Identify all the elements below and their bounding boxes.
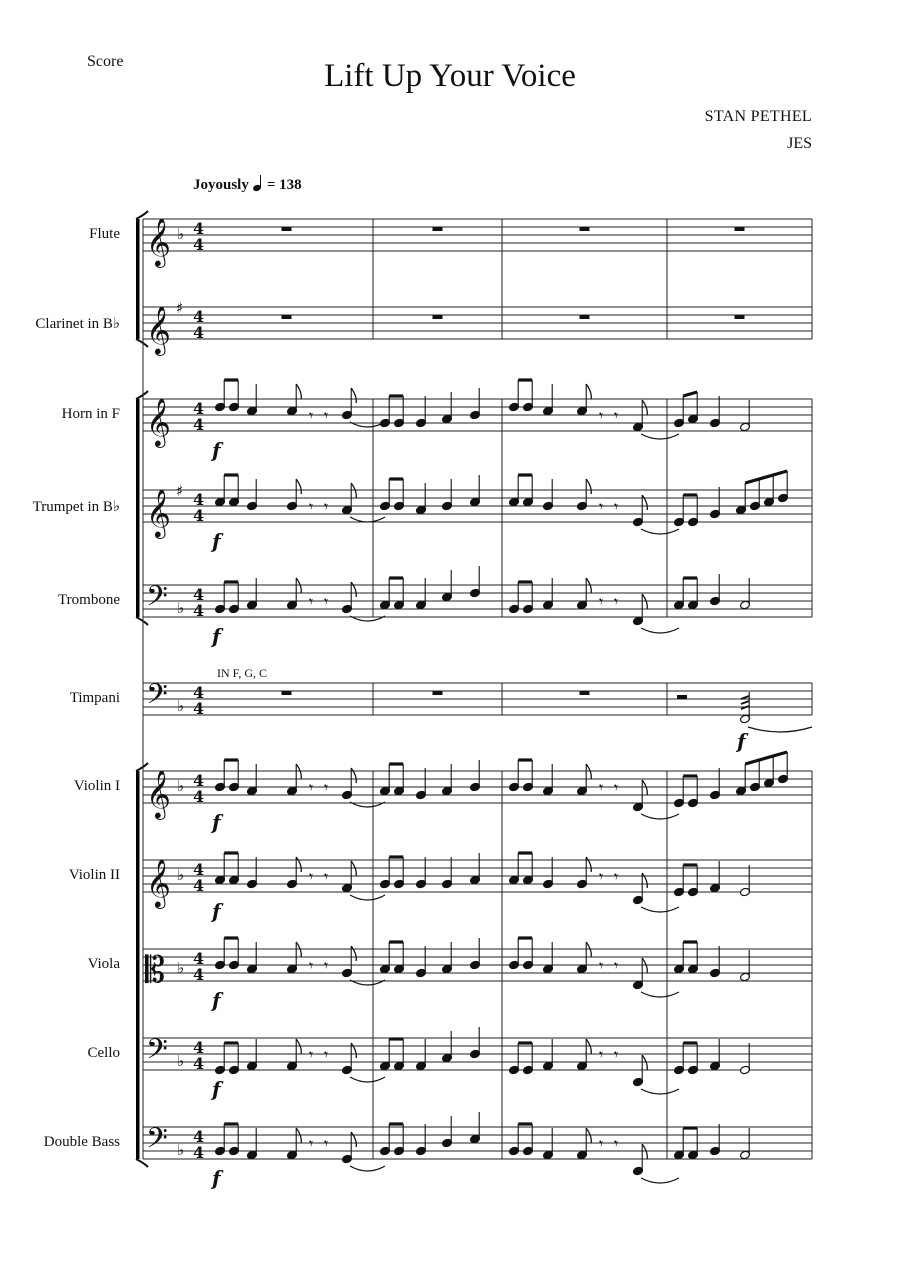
- note-flag: [586, 764, 591, 779]
- eighth-rest-icon: 𝄾: [614, 867, 619, 886]
- eighth-rest-icon: 𝄾: [309, 592, 314, 611]
- flat-icon: ♭: [177, 866, 185, 884]
- bass-clef-icon: 𝄢: [146, 580, 168, 620]
- time-signature-top: 4: [193, 949, 205, 968]
- flat-icon: ♭: [177, 959, 185, 977]
- eighth-rest-icon: 𝄾: [309, 956, 314, 975]
- note-flag: [642, 780, 647, 795]
- beam: [745, 471, 787, 483]
- staff-timpani: [143, 683, 812, 715]
- eighth-rest-icon: 𝄾: [324, 592, 329, 611]
- note-flag: [586, 479, 591, 494]
- eighth-rest-icon: 𝄾: [324, 867, 329, 886]
- note-flag: [296, 942, 301, 957]
- tempo-text: Joyously: [193, 177, 249, 193]
- eighth-rest-icon: 𝄾: [324, 1045, 329, 1064]
- time-signature-bottom: 4: [193, 235, 205, 254]
- time-signature-top: 4: [193, 771, 205, 790]
- time-signature-bottom: 4: [193, 1143, 205, 1162]
- note-flag: [642, 594, 647, 609]
- whole-rest-icon: [433, 691, 443, 695]
- eighth-rest-icon: 𝄾: [324, 1134, 329, 1153]
- eighth-rest-icon: 𝄾: [614, 1134, 619, 1153]
- eighth-rest-icon: 𝄾: [309, 497, 314, 516]
- note-flag: [351, 946, 356, 961]
- eighth-rest-icon: 𝄾: [614, 592, 619, 611]
- note-flag: [351, 1132, 356, 1147]
- treble-clef-icon: 𝄞: [146, 305, 171, 354]
- time-signature-bottom: 4: [193, 601, 205, 620]
- flat-icon: ♭: [177, 777, 185, 795]
- note-flag: [586, 578, 591, 593]
- tie: [641, 907, 679, 912]
- whole-rest-icon: [282, 691, 292, 695]
- instrument-label: Violin II: [68, 867, 120, 883]
- tie: [748, 727, 812, 732]
- brass-bracket: [136, 399, 140, 617]
- tie: [641, 992, 679, 997]
- sharp-icon: ♯: [176, 299, 184, 317]
- arranger-credit: JES: [787, 135, 812, 152]
- instrument-label: Horn in F: [61, 406, 120, 422]
- time-signature-bottom: 4: [193, 1054, 205, 1073]
- timpani-tuning-annotation: IN F, G, C: [217, 666, 268, 680]
- time-signature-bottom: 4: [193, 699, 205, 718]
- eighth-rest-icon: 𝄾: [324, 956, 329, 975]
- eighth-rest-icon: 𝄾: [309, 406, 314, 425]
- dynamic-forte: f: [212, 529, 221, 553]
- time-signature-top: 4: [193, 683, 205, 702]
- time-signature-top: 4: [193, 307, 205, 326]
- note-flag: [642, 495, 647, 510]
- dynamic-forte: f: [212, 810, 221, 834]
- page-title: Lift Up Your Voice: [324, 58, 576, 94]
- woodwind-bracket: [136, 219, 140, 339]
- note-flag: [296, 578, 301, 593]
- tempo-bpm: = 138: [266, 177, 302, 193]
- tremolo-mark: [741, 701, 749, 704]
- time-signature-top: 4: [193, 219, 205, 238]
- note-flag: [642, 400, 647, 415]
- whole-rest-icon: [580, 315, 590, 319]
- note-flag: [642, 873, 647, 888]
- note-flag: [586, 857, 591, 872]
- eighth-rest-icon: 𝄾: [599, 778, 604, 797]
- instrument-label: Clarinet in B♭: [35, 316, 120, 332]
- flat-icon: ♭: [177, 1052, 185, 1070]
- note-flag: [351, 768, 356, 783]
- eighth-rest-icon: 𝄾: [599, 497, 604, 516]
- eighth-rest-icon: 𝄾: [324, 778, 329, 797]
- tie: [350, 517, 385, 522]
- time-signature-top: 4: [193, 1038, 205, 1057]
- beam: [683, 392, 697, 396]
- time-signature-top: 4: [193, 1127, 205, 1146]
- whole-rest-icon: [735, 315, 745, 319]
- time-signature-top: 4: [193, 860, 205, 879]
- note-flag: [296, 857, 301, 872]
- whole-rest-icon: [282, 315, 292, 319]
- staff-flute: [143, 219, 812, 251]
- bass-clef-icon: 𝄢: [146, 1122, 168, 1162]
- tie: [350, 1077, 385, 1082]
- dynamic-forte: f: [212, 988, 221, 1012]
- bass-clef-icon: 𝄢: [146, 678, 168, 718]
- eighth-rest-icon: 𝄾: [614, 778, 619, 797]
- staff-clarinet-in-b-: [143, 307, 812, 339]
- eighth-rest-icon: 𝄾: [599, 956, 604, 975]
- note-flag: [296, 384, 301, 399]
- beam: [745, 752, 787, 764]
- tie: [641, 1178, 679, 1183]
- tie: [641, 529, 679, 534]
- score-label: Score: [87, 53, 124, 70]
- treble-clef-icon: 𝄞: [146, 769, 171, 818]
- eighth-rest-icon: 𝄾: [324, 406, 329, 425]
- instrument-label: Trombone: [58, 592, 120, 608]
- eighth-rest-icon: 𝄾: [324, 497, 329, 516]
- note-flag: [586, 1128, 591, 1143]
- eighth-rest-icon: 𝄾: [599, 1134, 604, 1153]
- flat-icon: ♭: [177, 697, 185, 715]
- tie: [641, 1089, 679, 1094]
- flat-icon: ♭: [177, 599, 185, 617]
- eighth-rest-icon: 𝄾: [309, 867, 314, 886]
- dynamic-forte: f: [212, 624, 221, 648]
- half-rest-icon: [677, 695, 687, 699]
- bass-clef-icon: 𝄢: [146, 1033, 168, 1073]
- instrument-label: Viola: [87, 956, 120, 972]
- whole-rest-icon: [282, 227, 292, 231]
- note-flag: [351, 861, 356, 876]
- whole-rest-icon: [580, 227, 590, 231]
- eighth-rest-icon: 𝄾: [614, 1045, 619, 1064]
- eighth-rest-icon: 𝄾: [599, 406, 604, 425]
- eighth-rest-icon: 𝄾: [599, 867, 604, 886]
- dynamic-forte: f: [212, 899, 221, 923]
- eighth-rest-icon: 𝄾: [614, 406, 619, 425]
- time-signature-top: 4: [193, 585, 205, 604]
- treble-clef-icon: 𝄞: [146, 488, 171, 537]
- composer-credit: STAN PETHEL: [704, 108, 812, 125]
- note-flag: [296, 764, 301, 779]
- time-signature-bottom: 4: [193, 415, 205, 434]
- eighth-rest-icon: 𝄾: [614, 956, 619, 975]
- note-flag: [586, 1039, 591, 1054]
- instrument-label: Flute: [89, 226, 120, 242]
- whole-rest-icon: [580, 691, 590, 695]
- time-signature-bottom: 4: [193, 506, 205, 525]
- note-flag: [296, 479, 301, 494]
- strings-bracket: [136, 771, 140, 1159]
- instrument-label: Violin I: [73, 778, 120, 794]
- whole-rest-icon: [735, 227, 745, 231]
- note-flag: [296, 1039, 301, 1054]
- whole-rest-icon: [433, 227, 443, 231]
- dynamic-forte: f: [212, 1077, 221, 1101]
- eighth-rest-icon: 𝄾: [309, 1045, 314, 1064]
- eighth-rest-icon: 𝄾: [309, 778, 314, 797]
- alto-clef-icon: 𝄡: [145, 950, 166, 991]
- instrument-label: Trumpet in B♭: [32, 499, 120, 515]
- tie: [350, 895, 385, 900]
- tremolo-mark: [741, 706, 749, 709]
- note-flag: [296, 1128, 301, 1143]
- note-flag: [586, 942, 591, 957]
- sharp-icon: ♯: [176, 482, 184, 500]
- treble-clef-icon: 𝄞: [146, 217, 171, 266]
- time-signature-bottom: 4: [193, 787, 205, 806]
- whole-rest-icon: [433, 315, 443, 319]
- note-flag: [642, 1144, 647, 1159]
- note-flag: [586, 384, 591, 399]
- time-signature-bottom: 4: [193, 876, 205, 895]
- note-flag: [351, 1043, 356, 1058]
- eighth-rest-icon: 𝄾: [599, 592, 604, 611]
- dynamic-forte: f: [737, 729, 746, 753]
- treble-clef-icon: 𝄞: [146, 858, 171, 907]
- treble-clef-icon: 𝄞: [146, 397, 171, 446]
- note-flag: [351, 483, 356, 498]
- flat-icon: ♭: [177, 225, 185, 243]
- time-signature-bottom: 4: [193, 323, 205, 342]
- note-flag: [642, 1055, 647, 1070]
- note-flag: [351, 388, 356, 403]
- dynamic-forte: f: [212, 438, 221, 462]
- tie: [350, 1166, 385, 1171]
- instrument-label: Timpani: [69, 690, 120, 706]
- eighth-rest-icon: 𝄾: [614, 497, 619, 516]
- instrument-label: Double Bass: [43, 1134, 120, 1150]
- time-signature-bottom: 4: [193, 965, 205, 984]
- time-signature-top: 4: [193, 399, 205, 418]
- eighth-rest-icon: 𝄾: [309, 1134, 314, 1153]
- dynamic-forte: f: [212, 1166, 221, 1190]
- tie: [641, 628, 679, 633]
- time-signature-top: 4: [193, 490, 205, 509]
- note-flag: [642, 958, 647, 973]
- flat-icon: ♭: [177, 1141, 185, 1159]
- note-flag: [351, 582, 356, 597]
- eighth-rest-icon: 𝄾: [599, 1045, 604, 1064]
- tie: [641, 814, 679, 819]
- instrument-label: Cello: [87, 1045, 120, 1061]
- tie: [641, 434, 679, 439]
